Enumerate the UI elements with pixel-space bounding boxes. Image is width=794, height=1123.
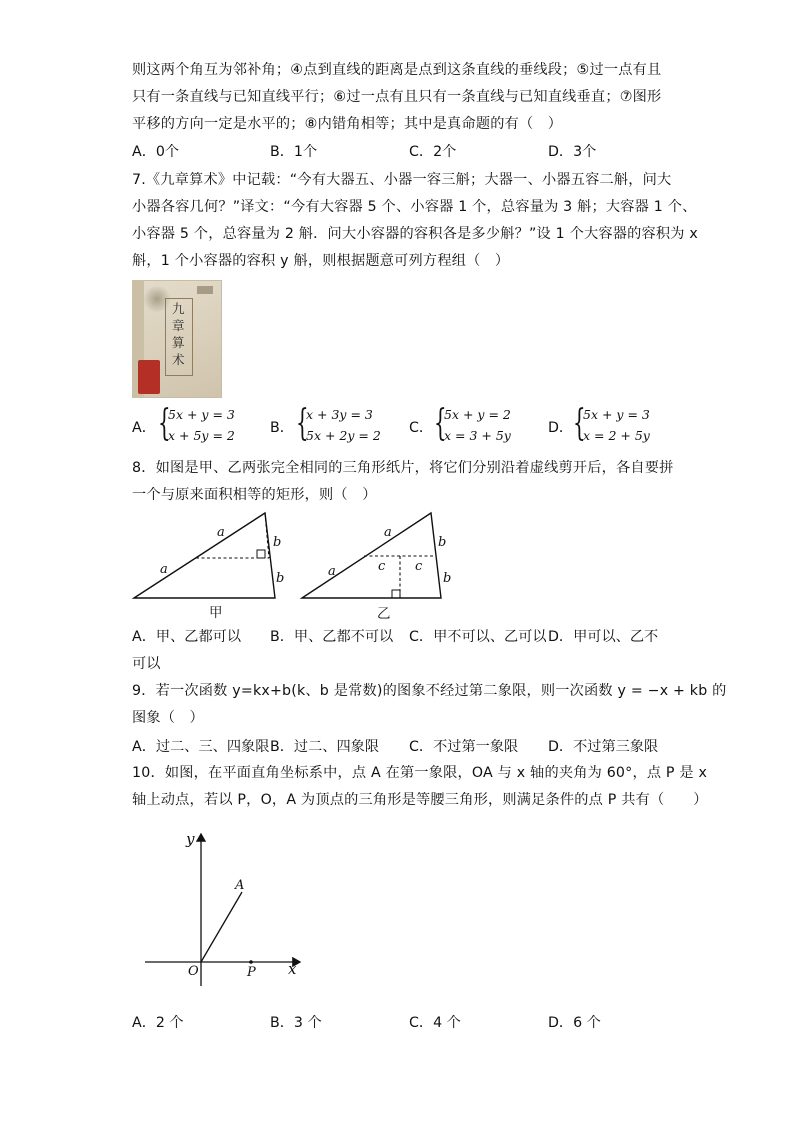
book-tag xyxy=(197,286,213,294)
right-angle-mark xyxy=(392,590,400,598)
label-b-lower: b xyxy=(443,571,452,586)
equation-1: 5x + y = 3 xyxy=(583,407,650,422)
q8-option-a: A．甲、乙都可以 xyxy=(132,629,242,645)
q8-option-c: C．甲不可以、乙可以 xyxy=(409,629,547,645)
q7-option-b-system xyxy=(296,403,396,449)
q8-option-b: B．甲、乙都不可以 xyxy=(270,629,394,645)
q7-option-d-system xyxy=(573,403,673,449)
triangle-jia-outline xyxy=(134,513,275,598)
equation-2: x = 2 + 5y xyxy=(583,428,650,443)
q7-option-b-label: B． xyxy=(270,420,294,436)
q7-option-a-label: A． xyxy=(132,420,156,436)
q7-line-4: 斛，1 个小容器的容积 y 斛，则根据题意可列方程组（ ） xyxy=(132,253,510,269)
label-a-lower: a xyxy=(328,564,336,579)
q8-option-d-continuation: 可以 xyxy=(132,656,161,672)
q7-line-1: 7.《九章算术》中记载：“今有大器五、小器一容三斛；大器一、小器五容二斛，问大 xyxy=(132,172,672,188)
q10-line-2: 轴上动点，若以 P，O，A 为顶点的三角形是等腰三角形，则满足条件的点 P 共有（ ） xyxy=(132,792,708,808)
equation-2: x = 3 + 5y xyxy=(444,428,511,443)
label-O: O xyxy=(188,964,199,979)
label-a-lower: a xyxy=(160,562,168,577)
triangle-figure-jia xyxy=(130,508,285,623)
q10-option-c: C．4 个 xyxy=(409,1015,461,1031)
equation-2: 5x + 2y = 2 xyxy=(306,428,381,443)
q9-option-d: D．不过第三象限 xyxy=(548,739,659,755)
q7-option-d-label: D． xyxy=(548,420,574,436)
q6-option-b: B．1个 xyxy=(270,144,318,160)
q7-line-3: 小容器 5 个，总容量为 2 斛．问大小容器的容积各是多少斛？”设 1 个大容器的容积为 x xyxy=(132,226,698,242)
q6-option-d: D．3个 xyxy=(548,144,597,160)
label-yi: 乙 xyxy=(377,606,391,622)
q9-option-c: C．不过第一象限 xyxy=(409,739,519,755)
q7-option-c-label: C． xyxy=(409,420,434,436)
q6-line-1: 则这两个角互为邻补角；④点到直线的距离是点到这条直线的垂线段；⑤过一点有且 xyxy=(132,62,662,78)
coordinate-plane-figure xyxy=(140,826,310,991)
equation-2: x + 5y = 2 xyxy=(168,428,235,443)
label-A: A xyxy=(235,878,245,893)
point-P-dot xyxy=(249,960,253,964)
label-b-lower: b xyxy=(276,571,285,586)
equation-1: 5x + y = 3 xyxy=(168,407,235,422)
label-P: P xyxy=(247,965,256,980)
book-cover-image xyxy=(132,280,222,398)
q7-option-c-system xyxy=(434,403,534,449)
q6-line-3: 平移的方向一定是水平的；⑧内错角相等；其中是真命题的有（ ） xyxy=(132,116,563,132)
label-c-right: c xyxy=(415,559,423,574)
right-angle-mark xyxy=(257,550,265,558)
q10-line-1: 10．如图，在平面直角坐标系中，点 A 在第一象限，OA 与 x 轴的夹角为 60°，点 P 是 x xyxy=(132,765,708,781)
q7-line-2: 小器各容几何？”译文：“今有大容器 5 个、小容器 1 个，总容量为 3 斛；大容器 1 个、 xyxy=(132,199,697,215)
altitude-dashed xyxy=(265,513,269,558)
label-x-axis: x xyxy=(288,960,297,978)
q9-option-b: B．过二、四象限 xyxy=(270,739,380,755)
q9-line-2: 图象（ ） xyxy=(132,710,204,726)
q9-option-a: A．过二、三、四象限 xyxy=(132,739,270,755)
brace-icon: { xyxy=(158,403,171,444)
q10-option-d: D．6 个 xyxy=(548,1015,601,1031)
book-red-seal xyxy=(138,360,160,394)
label-y-axis: y xyxy=(186,830,195,848)
q6-option-a: A．0个 xyxy=(132,144,180,160)
brace-icon: { xyxy=(434,403,447,444)
label-b-upper: b xyxy=(273,535,282,550)
label-b-upper: b xyxy=(438,535,447,550)
equation-1: 5x + y = 2 xyxy=(444,407,511,422)
q6-option-c: C．2个 xyxy=(409,144,457,160)
q8-line-1: 8．如图是甲、乙两张完全相同的三角形纸片，将它们分别沿着虚线剪开后，各自要拼 xyxy=(132,460,674,476)
brace-icon: { xyxy=(296,403,309,444)
q7-option-a-system xyxy=(158,403,258,449)
q8-option-d: D．甲可以、乙不 xyxy=(548,629,659,645)
q6-line-2: 只有一条直线与已知直线平行；⑥过一点有且只有一条直线与已知直线垂直；⑦图形 xyxy=(132,89,662,105)
label-jia: 甲 xyxy=(209,605,223,621)
brace-icon: { xyxy=(573,403,586,444)
label-a-upper: a xyxy=(217,525,225,540)
q9-line-1: 9．若一次函数 y=kx+b(k、b 是常数)的图象不经过第二象限，则一次函数 y = −x + kb 的 xyxy=(132,683,727,699)
triangle-figure-yi xyxy=(298,508,458,623)
label-a-upper: a xyxy=(384,525,392,540)
q8-line-2: 一个与原来面积相等的矩形，则（ ） xyxy=(132,487,377,503)
book-title: 九章算术 xyxy=(172,301,185,367)
segment-OA xyxy=(201,892,242,962)
equation-1: x + 3y = 3 xyxy=(306,407,373,422)
q10-option-a: A．2 个 xyxy=(132,1015,184,1031)
label-c-left: c xyxy=(378,559,386,574)
q10-option-b: B．3 个 xyxy=(270,1015,322,1031)
